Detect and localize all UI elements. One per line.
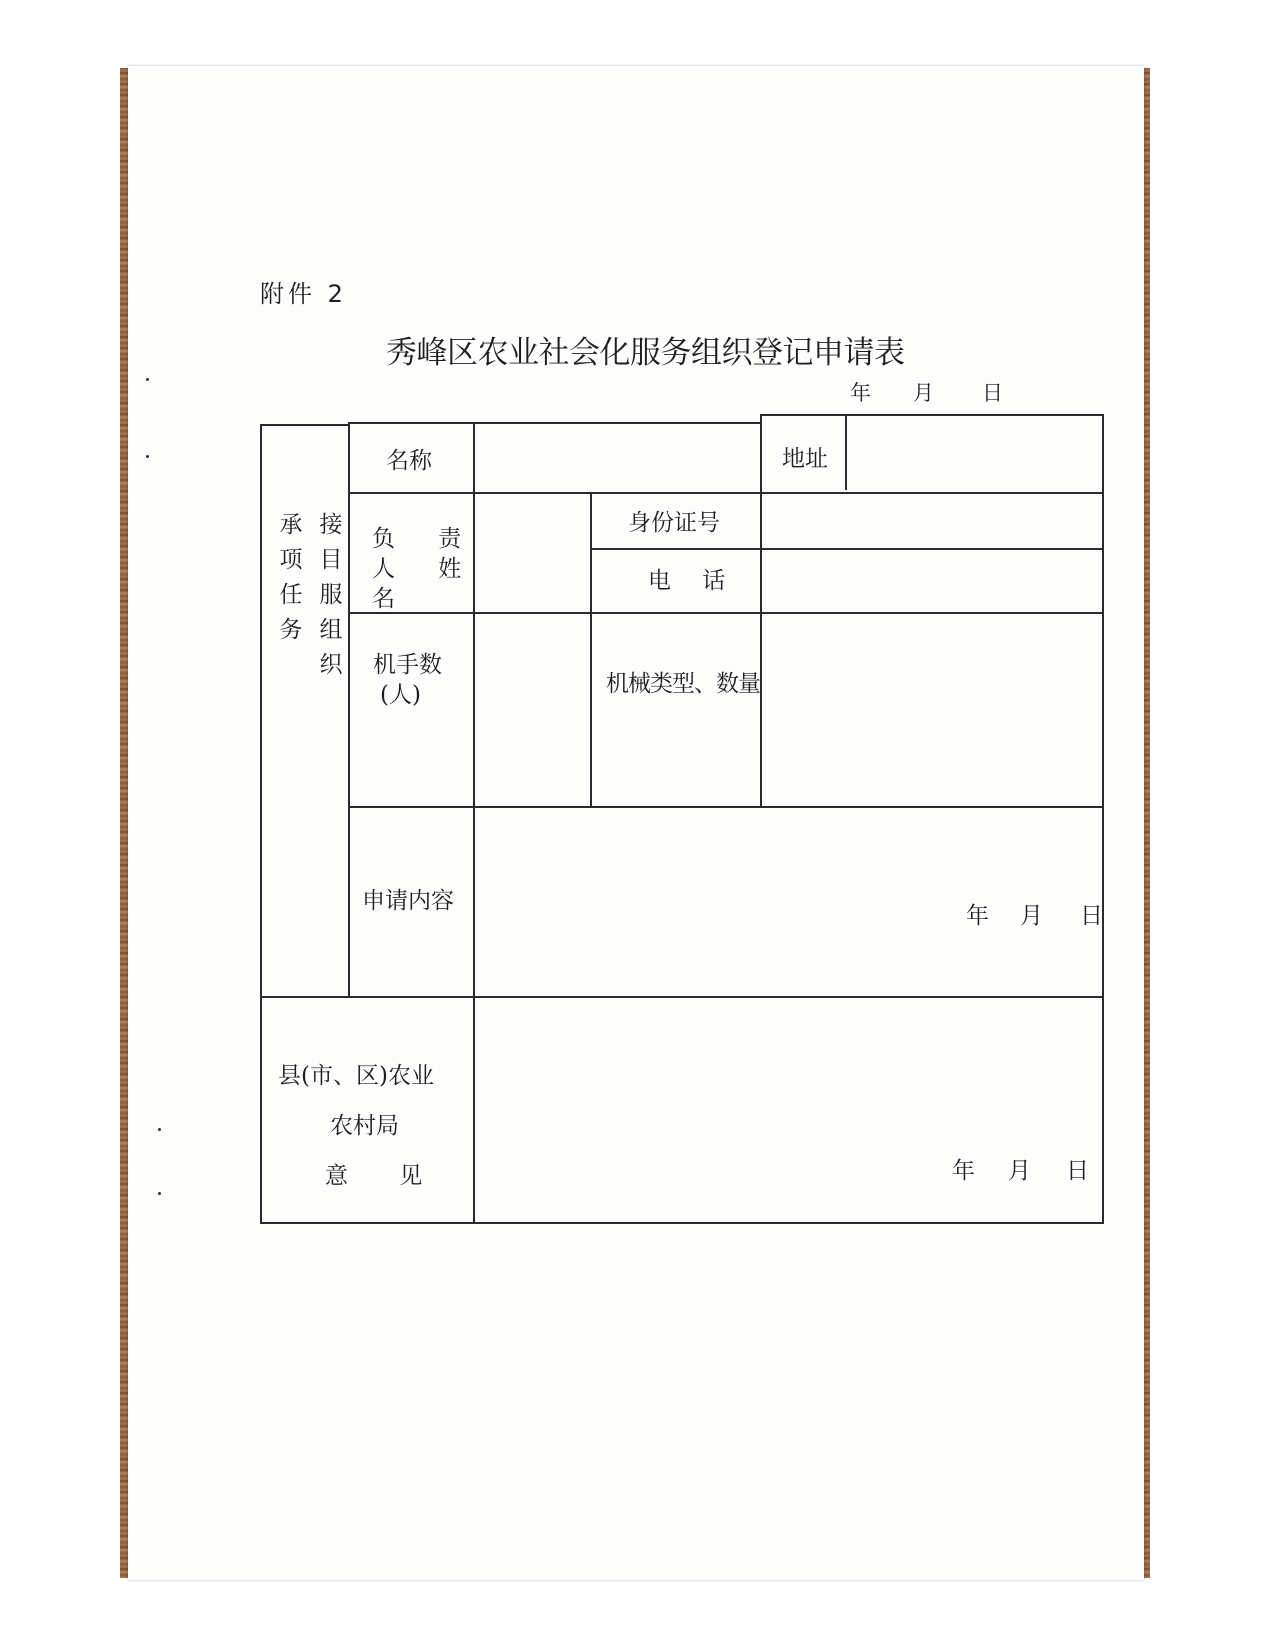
bureau-date-day: 日 bbox=[1066, 1158, 1089, 1184]
form-title: 秀峰区农业社会化服务组织登记申请表 bbox=[386, 335, 905, 371]
responsible-label-line3: 名 bbox=[372, 586, 395, 612]
table-border-top-mid bbox=[348, 422, 761, 424]
bureau-date-year: 年 bbox=[952, 1158, 975, 1184]
row-divider-machinery bbox=[348, 806, 1103, 808]
row-divider-responsible bbox=[348, 612, 1103, 614]
divider-group-column bbox=[348, 422, 350, 998]
responsible-label-line1: 负 责 bbox=[372, 526, 480, 552]
application-date-year: 年 bbox=[966, 903, 989, 929]
address-label: 地址 bbox=[782, 446, 828, 472]
operators-label-line2: (人) bbox=[380, 682, 421, 708]
side-group-label-col2: 接目服组织 bbox=[319, 512, 343, 678]
id-number-label: 身份证号 bbox=[628, 510, 720, 536]
application-label: 申请内容 bbox=[362, 888, 454, 914]
bureau-label-line2: 农村局 bbox=[330, 1113, 399, 1139]
name-label: 名称 bbox=[386, 448, 432, 474]
application-date-month: 月 bbox=[1020, 903, 1043, 929]
attachment-label: 附件 2 bbox=[260, 280, 347, 308]
row-divider-name bbox=[348, 492, 1103, 494]
divider-value-column bbox=[590, 493, 592, 808]
header-date-year: 年 bbox=[850, 381, 871, 405]
application-date-day: 日 bbox=[1080, 903, 1103, 929]
divider-address-column bbox=[845, 414, 847, 490]
bureau-label-line3: 意 见 bbox=[325, 1163, 445, 1189]
row-divider-application bbox=[260, 996, 1103, 998]
divider-sublabel-column bbox=[760, 414, 762, 808]
bureau-label-line1: 县(市、区)农业 bbox=[278, 1063, 434, 1089]
table-border-top-right bbox=[760, 414, 1103, 416]
bureau-date-month: 月 bbox=[1008, 1158, 1031, 1184]
responsible-label-line2: 人 姓 bbox=[372, 556, 480, 582]
header-date-month: 月 bbox=[913, 381, 934, 405]
header-date-day: 日 bbox=[982, 381, 1003, 405]
row-divider-id bbox=[590, 548, 1103, 550]
table-border-right bbox=[1102, 414, 1104, 1224]
side-group-label-col1: 承项任务 bbox=[279, 512, 303, 643]
machinery-label: 机械类型、数量 bbox=[606, 671, 760, 697]
table-border-left bbox=[260, 424, 262, 1224]
phone-label: 电 话 bbox=[648, 568, 738, 594]
table-border-bottom bbox=[260, 1222, 1103, 1224]
table-border-top-left bbox=[260, 424, 349, 426]
operators-label-line1: 机手数 bbox=[373, 652, 442, 678]
